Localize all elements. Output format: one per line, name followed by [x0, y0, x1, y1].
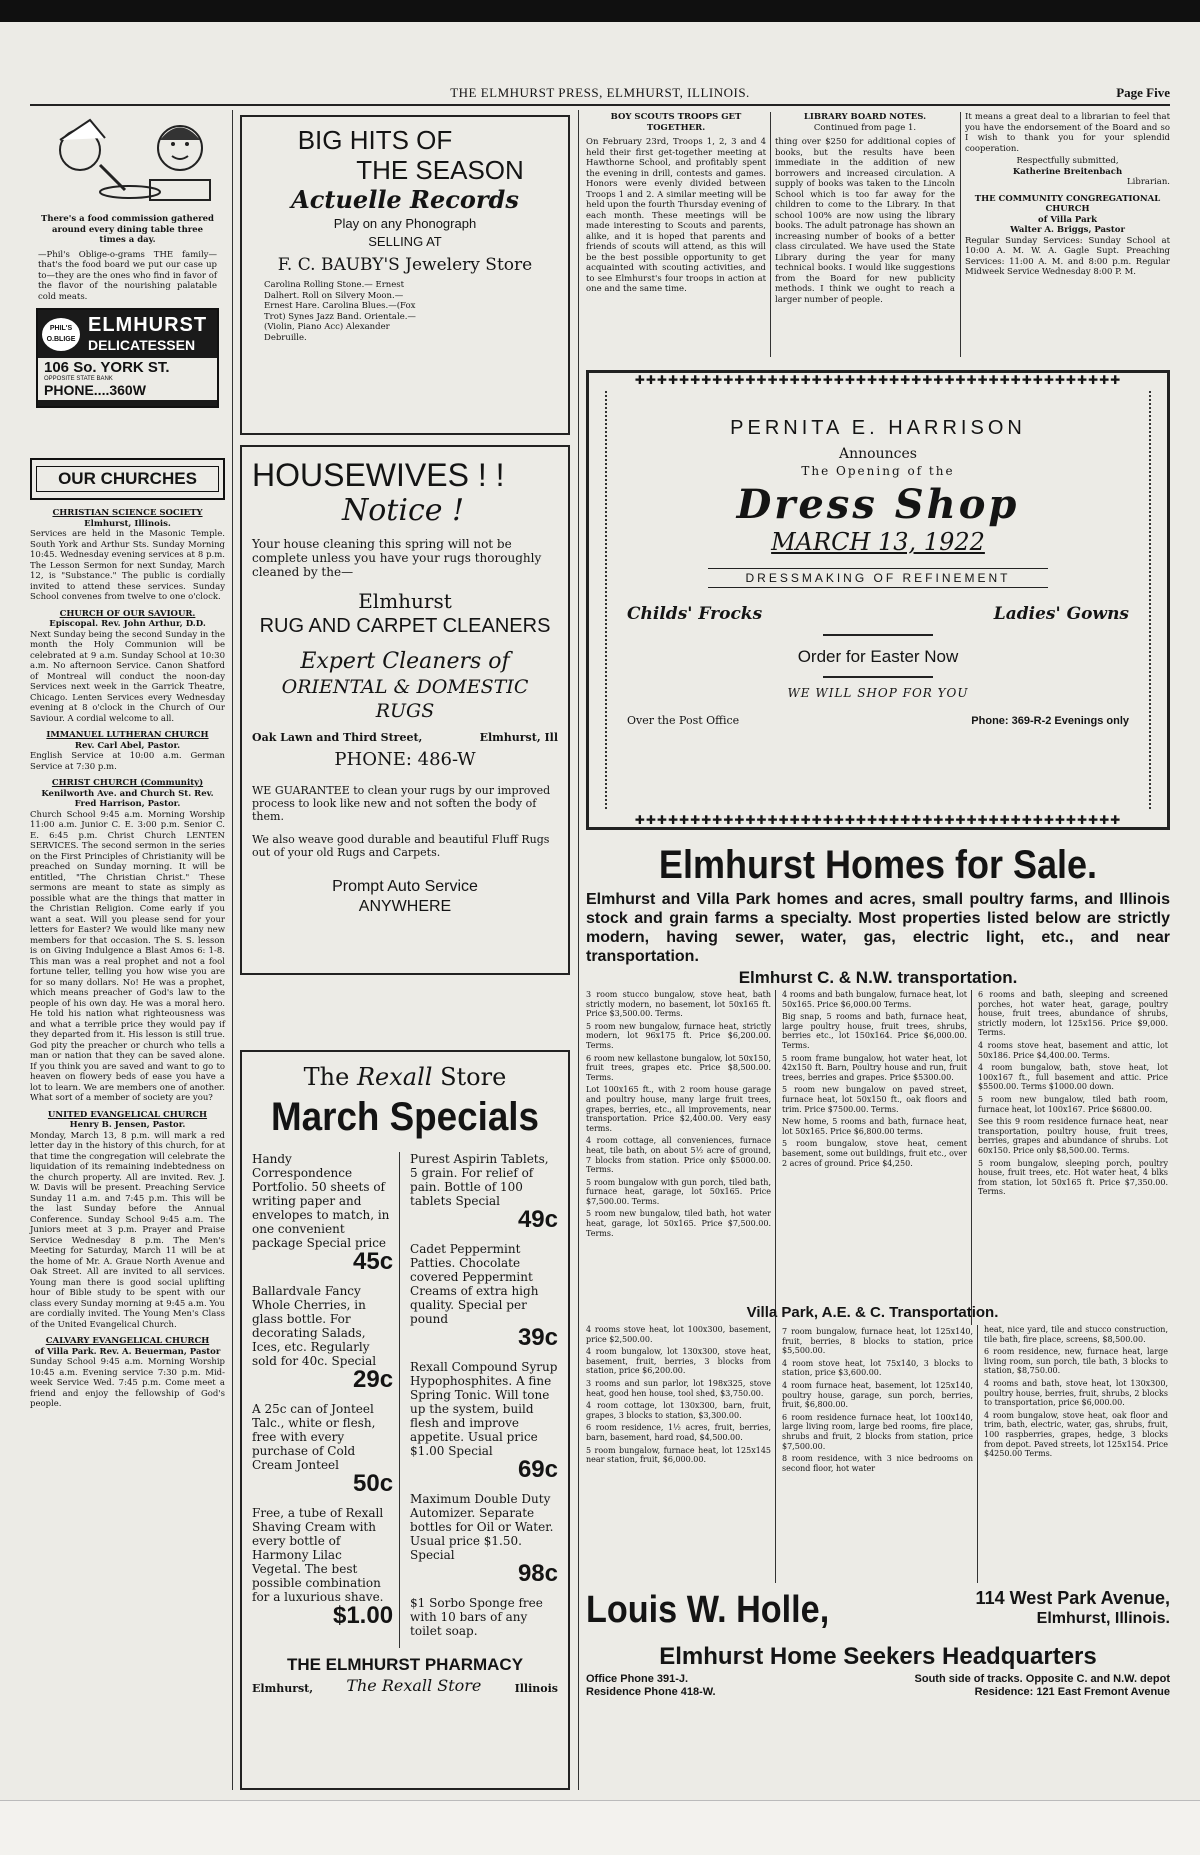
- homes-section2: Villa Park, A.E. & C. Transportation.: [746, 1304, 999, 1321]
- homes-intro: Elmhurst and Villa Park homes and acres, small poultry farms, and Illinois stock and grain farms a specialty. Most properties listed below are strictly modern, having sewer, water, gas, electric light, etc., and near transportation.: [586, 891, 1170, 965]
- rexall-special-text: Rexall Compound Syrup Hypophosphites. A fine Spring Tonic. Will tone up the system, build flesh and improve appetite. Usual price $1.00 Special: [410, 1360, 558, 1458]
- home-listing: 4 rooms stove heat, basement and attic, lot 50x186. Price $4,400.00. Terms.: [978, 1040, 1168, 1060]
- church-body: Church School 9:45 a.m. Morning Worship 11:00 a.m. Junior C. E. 3:00 p.m. Senior C. E. 6:45 p.m. Christ Church LENTEN SERVICES. The second sermon in the series on the First Principles of Christianity will be preached on Sunday morning. It will be entitled, "The Christian Christ." These sermons are meant to state as simply as possible what are the things that matter in the Christian Religion. Come early if you want a seat. Will you please send for your letters for Easter? We would like many new members for that occasion. The S. S. lesson is on Giving Indulgence a Blast Amos 6: 1-8. This man was a real prophet and not a fool fortune teller, telling you how wise you are for so many dollars. No! He was a prophet, which means preacher of God's law to the people of his own day. He was a moral hero. He told his nation what righteousness was and what a terrible price they would pay if they departed from it. His lesson is still true. God pity the preacher or church who tells a man or nation that they can be saved alone. If you think you are saved and want to go to heaven on flowery beds of ease you have a lot to learn. We are members one of another. What sort of a member of society are you?: [30, 809, 225, 1103]
- dress-announces: Announces: [839, 446, 917, 462]
- home-listing: 3 room stucco bungalow, stove heat, bath strictly modern, no basement, lot 50x165 ft. Price $3,500.00. Terms.: [586, 990, 771, 1019]
- rexall-left-column: [252, 1152, 400, 1648]
- homes-title: Elmhurst Homes for Sale.: [658, 843, 1098, 887]
- rug-phone: PHONE: 486-W: [334, 749, 476, 770]
- church-subtitle: Kenilworth Ave. and Church St. Rev. Fred Harrison, Pastor.: [41, 788, 214, 809]
- dress-childs: Childs' Frocks: [627, 604, 763, 624]
- deli-mascot-illustration: [30, 110, 225, 210]
- rexall-special-text: Free, a tube of Rexall Shaving Cream with every bottle of Harmony Lilac Vegetal. The best possible combination for a luxurious shave.: [252, 1506, 384, 1604]
- home-listing: 5 room frame bungalow, hot water heat, lot 42x150 ft. Barn, Poultry house and run, fruit trees, berries and grapes. Price $5300.00.: [782, 1053, 967, 1082]
- churches-heading: OUR CHURCHES: [36, 466, 219, 492]
- church-listing: [30, 730, 225, 772]
- rexall-special-price: 98c: [517, 1560, 558, 1587]
- holle-address-1: 114 West Park Avenue,: [975, 1588, 1170, 1608]
- home-listing: 5 room bungalow, stove heat, cement basement, some out buildings, fruit etc., over 2 acres of ground. Price $4,250.: [782, 1139, 967, 1168]
- rexall-special-text: Purest Aspirin Tablets, 5 grain. For relief of pain. Bottle of 100 tablets Special: [410, 1152, 549, 1208]
- deli-address: 106 So. YORK ST.: [44, 359, 170, 376]
- church-body: Services are held in the Masonic Temple. South York and Arthur Sts. Sunday Morning 10:45. Wednesday evening services at 8 p.m. The Lesson Sermon for next Sunday, March 12, is "Substance." The public is cordially invited to attend these services. Sunday School convenes from twelve to one o'clock.: [30, 529, 225, 602]
- church-subtitle: Rev. Carl Abel, Pastor.: [74, 740, 181, 751]
- rexall-special-text: Maximum Double Duty Automizer. Separate bottles for Oil or Water. Usual price $1.50. Special: [410, 1492, 554, 1562]
- rexall-special-text: A 25c can of Jonteel Talc., white or flesh, free with every purchase of Cold Cream Jonteel: [252, 1402, 376, 1472]
- home-listing: 5 room bungalow with gun porch, tiled bath, furnace heat, garage, lot 50x165. Price $7,500.00. Terms.: [586, 1177, 771, 1206]
- rexall-special: [252, 1284, 393, 1392]
- rug-expert1: Expert Cleaners of: [300, 649, 510, 674]
- dress-shop-ad: [586, 370, 1170, 830]
- deli-caption-2: —Phil's Oblige-o-grams THE family— that's the food board we put our case up to—they are the ones who find in favor of the flavor of the nourishing palatable cold meats.: [38, 249, 217, 302]
- page-number: Page Five: [1116, 85, 1170, 100]
- holle-south-side: South side of tracks. Opposite C. and N.W. depot: [914, 1673, 1170, 1685]
- home-listing: 5 room bungalow, furnace heat, lot 125x145 near station, fruit, $6,000.00.: [586, 1445, 771, 1465]
- rexall-store: Store: [440, 1063, 507, 1091]
- home-listing: 4 rooms and bath, stove heat, lot 130x300, poultry house, berries, fruit, shrubs, 2 blocks to transportation, price $6,000.00.: [984, 1378, 1168, 1408]
- church-body: Next Sunday being the second Sunday in the month the Holy Communion will be celebrated at 9 a.m. Sunday School at 10:30 a.m. No afternoon Service. Canon Shatford of Montreal will conduct the noon-day Services next week in the Garrick Theatre, Chicago. Lenten Services every Wednesday evening at 8 o'clock in the Church of Our Saviour. A cordial welcome to all.: [30, 629, 225, 724]
- church-listing: [30, 1110, 225, 1331]
- home-listing: 6 room new kellastone bungalow, lot 50x150, fruit trees, grapes etc. Price $8,500.00. Terms.: [586, 1053, 771, 1082]
- rexall-ad: [240, 1050, 570, 1790]
- scan-top-border: [0, 0, 1200, 22]
- home-listing: 6 room residence, new, furnace heat, large living room, sun porch, tile bath, 3 blocks to station, $8,750.00.: [984, 1347, 1168, 1376]
- rexall-special: [410, 1360, 558, 1482]
- rexall-footer-left: Elmhurst,: [252, 1682, 314, 1695]
- homes-column-1: [586, 990, 776, 1325]
- rexall-special-text: Handy Correspondence Portfolio. 50 sheets of writing paper and envelopes to match, in one convenient package Special price: [252, 1152, 390, 1250]
- church-subtitle: of Villa Park. Rev. A. Beuerman, Pastor: [34, 1346, 221, 1357]
- home-listing: 6 room residence, 1½ acres, fruit, berries, barn, basement, hard road, $4,500.00.: [586, 1423, 771, 1442]
- homes-column-5: [782, 1327, 973, 1473]
- rexall-special: [410, 1596, 558, 1638]
- bauby-line5: SELLING AT: [368, 234, 442, 249]
- rexall-special-price: 69c: [517, 1456, 558, 1483]
- home-listing: 4 room bungalow, stove heat, oak floor and trim, bath, electric, water, gas, shrubs, fruit, 100 raspberries, grapes, hedge, 3 blocks from depot. Paved streets, lot 125x154. Price $4250.00 Terms.: [984, 1410, 1168, 1459]
- church-title: CALVARY EVANGELICAL CHURCH: [45, 1336, 210, 1346]
- home-listing: Big snap, 5 rooms and bath, furnace heat, large poultry house, fruit trees, shrubs, berries etc., lot 150x164. Price $6,000.00. Terms.: [782, 1012, 967, 1050]
- home-listing: 5 room new bungalow, tiled bath room, furnace heat, lot 100x167. Price $6800.00.: [978, 1094, 1168, 1114]
- community-title: THE COMMUNITY CONGREGATIONAL CHURCH: [974, 193, 1161, 214]
- bauby-line4: Play on any Phonograph: [333, 216, 477, 231]
- home-listing: 4 room cottage, all conveniences, furnace heat, tile bath, on about 5½ acre of ground, 7 blocks from station. Price only $5000.00. Terms.: [586, 1136, 771, 1175]
- home-listing: 4 rooms and bath bungalow, furnace heat, lot 50x165. Price $6,000.00 Terms.: [782, 990, 967, 1009]
- church-title: UNITED EVANGELICAL CHURCH: [47, 1109, 208, 1120]
- church-subtitle: Henry B. Jensen, Pastor.: [69, 1120, 186, 1130]
- scouts-article: [586, 112, 766, 362]
- librarian-and-church: [965, 112, 1170, 362]
- church-listing: [30, 1336, 225, 1410]
- rexall-pharmacy: THE ELMHURST PHARMACY: [286, 1655, 524, 1674]
- rexall-special: [252, 1152, 393, 1274]
- church-title: CHRISTIAN SCIENCE SOCIETY: [52, 508, 203, 518]
- rexall-special-price: 49c: [517, 1206, 558, 1233]
- holle-name: Louis W. Holle,: [586, 1589, 830, 1631]
- library-article: [775, 112, 955, 362]
- churches-heading-box: [30, 458, 225, 500]
- homes-column-2: [782, 990, 972, 1325]
- home-listing: 4 room cottage, lot 130x300, barn, fruit, grapes, 3 blocks to station, $3,300.00.: [586, 1401, 771, 1420]
- community-sub: of Villa Park: [1038, 214, 1097, 225]
- paper-title: THE ELMHURST PRESS, ELMHURST, ILLINOIS.: [450, 85, 750, 100]
- librarian-body: It means a great deal to a librarian to feel that you have the endorsement of the Board and so I wish to thank you for your splendid cooperation.: [965, 112, 1170, 154]
- rug-prompt2: ANYWHERE: [358, 898, 452, 915]
- holle-residence-address: Residence: 121 East Fremont Avenue: [974, 1686, 1170, 1698]
- rexall-special-price: 29c: [353, 1366, 394, 1393]
- homes-section1: Elmhurst C. & N.W. transportation.: [738, 968, 1018, 987]
- home-listing: 4 room bungalow, bath, stove heat, lot 100x167 ft., full basement and attic. Price $5500.00. Terms $1000.00 down.: [978, 1063, 1168, 1092]
- home-listing: 4 room bungalow, lot 130x300, stove heat, basement, fruit, berries, 3 blocks from station, price $6,200.00.: [586, 1347, 771, 1376]
- rug-title: HOUSEWIVES ! !: [252, 457, 505, 493]
- rug-name1: Elmhurst: [358, 589, 452, 613]
- home-listing: 5 room new bungalow, tiled bath, hot water heat, garage, lot 50x165. Price $7,500.00. Terms.: [586, 1209, 771, 1238]
- holle-office-phone: Office Phone 391-J.: [586, 1673, 689, 1685]
- church-listing: [30, 609, 225, 725]
- dress-name: PERNITA E. HARRISON: [730, 417, 1026, 439]
- deli-caption-1: There's a food commission gathered around every dining table three times a day.: [41, 214, 214, 245]
- church-body: English Service at 10:00 a.m. German Service at 7:30 p.m.: [30, 751, 225, 772]
- church-title: CHRIST CHURCH (Community): [51, 778, 204, 788]
- librarian-sign2: Katherine Breitenbach: [1012, 166, 1123, 177]
- bauby-line6: F. C. BAUBY'S Jewelery Store: [277, 255, 533, 275]
- home-listing: 3 rooms and sun parlor, lot 198x325, stove heat, good hen house, tool shed, $3,750.00.: [586, 1378, 771, 1398]
- home-listing: 4 room stove heat, lot 75x140, 3 blocks to station, price $3,600.00.: [782, 1358, 973, 1378]
- rug-address-right: Elmhurst, Ill: [479, 731, 558, 744]
- home-listing: Lot 100x165 ft., with 2 room house garage and poultry house, many large fruit trees, grapes, berries, etc., all improvements, near transportation. Price $2,400.00. Very easy terms.: [586, 1085, 771, 1133]
- home-listing: 6 room residence furnace heat, lot 100x140, large living room, large bed rooms, fire place, shrubs and fruit, 2 blocks from station, price $7,500.00.: [782, 1412, 973, 1451]
- dress-over: Over the Post Office: [627, 714, 740, 727]
- bauby-line3: Actuelle Records: [291, 185, 519, 214]
- homes-column-6: [984, 1325, 1168, 1583]
- bauby-line2: THE SEASON: [356, 155, 524, 185]
- rug-expert2: ORIENTAL & DOMESTIC RUGS: [281, 676, 529, 722]
- library-sub: Continued from page 1.: [813, 122, 917, 133]
- rexall-the: The: [303, 1063, 350, 1091]
- rexall-special-price: 39c: [517, 1324, 558, 1351]
- column-rule: [960, 112, 961, 357]
- deli-phone: PHONE....360W: [44, 382, 146, 398]
- homes-column-3: [978, 990, 1168, 1325]
- deli-opposite: OPPOSITE STATE BANK: [44, 376, 113, 382]
- dress-ladies: Ladies' Gowns: [993, 604, 1129, 624]
- home-listing: New home, 5 rooms and bath, furnace heat, lot 50x165. Price $6,800.00 terms.: [782, 1117, 967, 1136]
- rug-notice: Notice !: [342, 493, 465, 528]
- librarian-sign1: Respectfully submitted,: [1016, 156, 1119, 166]
- home-listing: 5 room new bungalow, furnace heat, strictly modern, lot 96x175 ft. Price $6,200.00. Terms.: [586, 1021, 771, 1050]
- holle-residence-phone: Residence Phone 418-W.: [586, 1686, 716, 1698]
- bauby-songs: Carolina Rolling Stone.— Ernest Dalhert. Roll on Silvery Moon.—Ernest Hare. Carolina Blues.—(Fox Trot) Synes Jazz Band. Orientale.—(Violin, Piano Acc) Alexander Debruille.: [264, 280, 416, 343]
- rexall-special-price: 50c: [353, 1470, 394, 1497]
- rexall-special-text: Ballardvale Fancy Whole Cherries, in glass bottle. For decorating Salads, Ices, etc. Regularly sold for 40c. Special: [252, 1284, 377, 1368]
- rexall-footer-mid: The Rexall Store: [346, 1676, 482, 1695]
- deli-name-1: ELMHURST: [88, 314, 208, 336]
- community-body: Regular Sunday Services: Sunday School at 10:00 A. M. W. A. Gagle Supt. Preaching Services: 11:00 A. M. and 8:00 p.m. Regular Midweek Service Wednesday 8:00 P. M.: [965, 235, 1170, 277]
- home-listing: heat, nice yard, tile and stucco construction, tile bath, fire place, screens, $8,500.00.: [984, 1325, 1168, 1344]
- dress-divider: [823, 676, 933, 678]
- column-rule: [770, 112, 771, 357]
- rug-address-left: Oak Lawn and Third Street,: [252, 731, 423, 744]
- rexall-footer-right: Illinois: [514, 1682, 558, 1695]
- deli-logo-box: [36, 308, 219, 408]
- church-title: IMMANUEL LUTHERAN CHURCH: [46, 730, 209, 740]
- dress-shop-for-you: WE WILL SHOP FOR YOU: [787, 686, 969, 700]
- rexall-special: [252, 1402, 393, 1496]
- page-header: [30, 82, 1170, 106]
- rexall-name: Rexall: [356, 1063, 433, 1091]
- rexall-special: [410, 1492, 558, 1586]
- rug-prompt1: Prompt Auto Service: [332, 878, 478, 895]
- rug-weave: We also weave good durable and beautiful Fluff Rugs out of your old Rugs and Carpets.: [252, 833, 550, 859]
- church-subtitle: Episcopal. Rev. John Arthur, D.D.: [49, 619, 206, 629]
- home-listing: 8 room residence, with 3 nice bedrooms on second floor, hot water: [782, 1454, 973, 1473]
- deli-ad: [30, 110, 225, 450]
- star-border-top: ✚✚✚✚✚✚✚✚✚✚✚✚✚✚✚✚✚✚✚✚✚✚✚✚✚✚✚✚✚✚✚✚✚✚✚✚✚✚✚✚✚✚✚✚: [634, 373, 1122, 387]
- rexall-special: [410, 1242, 558, 1350]
- column-rule: [232, 110, 233, 1790]
- home-listing: 5 room bungalow, sleeping porch, poultry house, fruit trees, etc. Hot water heat, 4 blks from station, lot 50x165 ft. Price $7,350.00. Terms.: [978, 1158, 1168, 1197]
- dress-inner: [605, 391, 1151, 809]
- deli-name-2: DELICATESSEN: [88, 337, 196, 353]
- rexall-special-price: $1.00: [332, 1602, 394, 1629]
- rexall-right-column: [410, 1152, 558, 1648]
- rexall-title: March Specials: [271, 1095, 539, 1139]
- church-title: CHURCH OF OUR SAVIOUR.: [59, 608, 196, 619]
- community-pastor: Walter A. Briggs, Pastor: [1010, 225, 1125, 235]
- dress-divider: [823, 634, 933, 636]
- bauby-ad: [240, 115, 570, 435]
- dress-date: MARCH 13, 1922: [771, 528, 985, 556]
- scan-bottom-margin: [0, 1800, 1200, 1855]
- dress-shop-title: Dress Shop: [736, 481, 1020, 528]
- library-body: thing over $250 for additional copies of books, but the results have been immediate in the addition of new borrowers and increased circulation. A supply of books was taken to the Lincoln School which is too far away for the children to come to the Library. In that school 100% are now using the library books. The adult patronage has shown an increasing number of books of a better class circulated. We have used the State Library during the year for many technical books. I would like suggestions from the Board for new publicity methods. I think we ought to reach a larger number of people.: [775, 137, 955, 305]
- rug-cleaners-ad: [240, 445, 570, 975]
- home-listing: 7 room bungalow, furnace heat, lot 125x140, fruit, berries, 8 blocks to station, price $5,500.00.: [782, 1327, 973, 1356]
- dress-opening: The Opening of the: [801, 464, 955, 478]
- rug-intro: Your house cleaning this spring will not be complete unless you have your rugs thoroughly cleaned by the—: [252, 537, 542, 579]
- rexall-special-text: Cadet Peppermint Patties. Chocolate covered Peppermint Creams of extra high quality. Special per pound: [410, 1242, 539, 1326]
- rexall-special-text: $1 Sorbo Sponge free with 10 bars of any toilet soap.: [410, 1596, 543, 1638]
- home-listing: 4 rooms stove heat, lot 100x300, basement, price $2,500.00.: [586, 1325, 771, 1344]
- church-listing: [30, 778, 225, 1104]
- homes-column-4: [586, 1325, 776, 1583]
- bauby-line1: BIG HITS OF: [297, 125, 453, 155]
- librarian-sign3: Librarian.: [1127, 177, 1170, 187]
- home-listing: See this 9 room residence furnace heat, near transportation, poultry house, fruit trees, berries, grapes and abundance of shrubs. Lot 60x150. Price only $8,500.00. Terms.: [978, 1117, 1168, 1155]
- holle-address-2: Elmhurst, Illinois.: [1036, 1610, 1170, 1627]
- library-title: LIBRARY BOARD NOTES.: [803, 112, 927, 122]
- rexall-special: [252, 1506, 393, 1628]
- church-subtitle: Elmhurst, Illinois.: [84, 518, 171, 529]
- home-listing: 4 room furnace heat, basement, lot 125x140, poultry house, garage, sun porch, berries, fruit, $6,800.00.: [782, 1380, 973, 1410]
- holle-headquarters: Elmhurst Home Seekers Headquarters: [659, 1643, 1097, 1670]
- deli-sign-small: PHIL'S O.BLIGE: [42, 318, 80, 351]
- rug-guarantee: WE GUARANTEE to clean your rugs by our improved process to look like new and not soften the body of them.: [252, 784, 551, 823]
- rexall-special: [410, 1152, 558, 1232]
- column-rule: [578, 110, 579, 1790]
- church-body: Monday, March 13, 8 p.m. will mark a red letter day in the history of this church, for at that time the congregation will celebrate the liquidation of its remaining indebtedness on the church property. All are invited. Rev. J. W. Davis will be present. Preaching Service Sunday 11 a.m. and 7:45 p.m. This will be the last Sunday before the Annual Conference. Sunday School 9:45 a.m. The Juniors meet at 3 p.m. Prayer and Praise Service Wednesday 8 p.m. The Men's Meeting for Saturday, March 11 will be at the home of Mr. A. Graue North Avenue and Oak Street. All are invited to all services. Young man there is good social uplifting hour of Bible study to be spent with our class every Sunday morning at 9:45 a.m. You are cordially invited. The Young Men's Class of the United Evangelical Church.: [30, 1130, 225, 1330]
- church-list: [30, 508, 225, 1410]
- home-listing: 5 room new bungalow on paved street, furnace heat, lot 50x150 ft., oak floors and trim. Price $7500.00. Terms.: [782, 1085, 967, 1114]
- church-body: Sunday School 9:45 a.m. Morning Worship 10:45 a.m. Evening service 7:30 p.m. Mid-week Service Wed. 7:45 p.m. Come meet a friend and enjoy the fellowship of God's people.: [30, 1357, 225, 1409]
- church-listing: [30, 508, 225, 603]
- star-border-bottom: ✚✚✚✚✚✚✚✚✚✚✚✚✚✚✚✚✚✚✚✚✚✚✚✚✚✚✚✚✚✚✚✚✚✚✚✚✚✚✚✚✚✚✚✚: [634, 813, 1122, 827]
- homes-ad: [586, 840, 1170, 1790]
- rug-name2: RUG AND CARPET CLEANERS: [259, 615, 551, 637]
- scouts-body: On February 23rd, Troops 1, 2, 3 and 4 held their first get-together meeting at Hawthorne School, and profitably spent the evening in drill, contests and games. Honors were evenly divided between Troops 1 and 2. A similar meeting will be held upon the fourth Thursday evening of each month. These meetings will be made interesting to Scouts and parents, alike, and it is hoped that parents and friends of scouts will attend, as this will be the best possible opportunity to get acquainted with scouting activities, and to see Elmhurst's four troops in action at one and the same time.: [586, 137, 766, 294]
- dress-refinement: DRESSMAKING OF REFINEMENT: [708, 568, 1048, 588]
- dress-order: Order for Easter Now: [797, 647, 959, 666]
- rexall-special-price: 45c: [353, 1248, 394, 1275]
- scouts-title: BOY SCOUTS TROOPS GET TOGETHER.: [610, 112, 742, 133]
- home-listing: 6 rooms and bath, sleeping and screened porches, hot water heat, garage, poultry house, fruit trees, abundance of shrubs, strictly modern, lot 125x156. Price $9,000. Terms.: [978, 990, 1168, 1038]
- churches-column: [30, 458, 225, 1788]
- dress-phone: Phone: 369-R-2 Evenings only: [971, 715, 1129, 727]
